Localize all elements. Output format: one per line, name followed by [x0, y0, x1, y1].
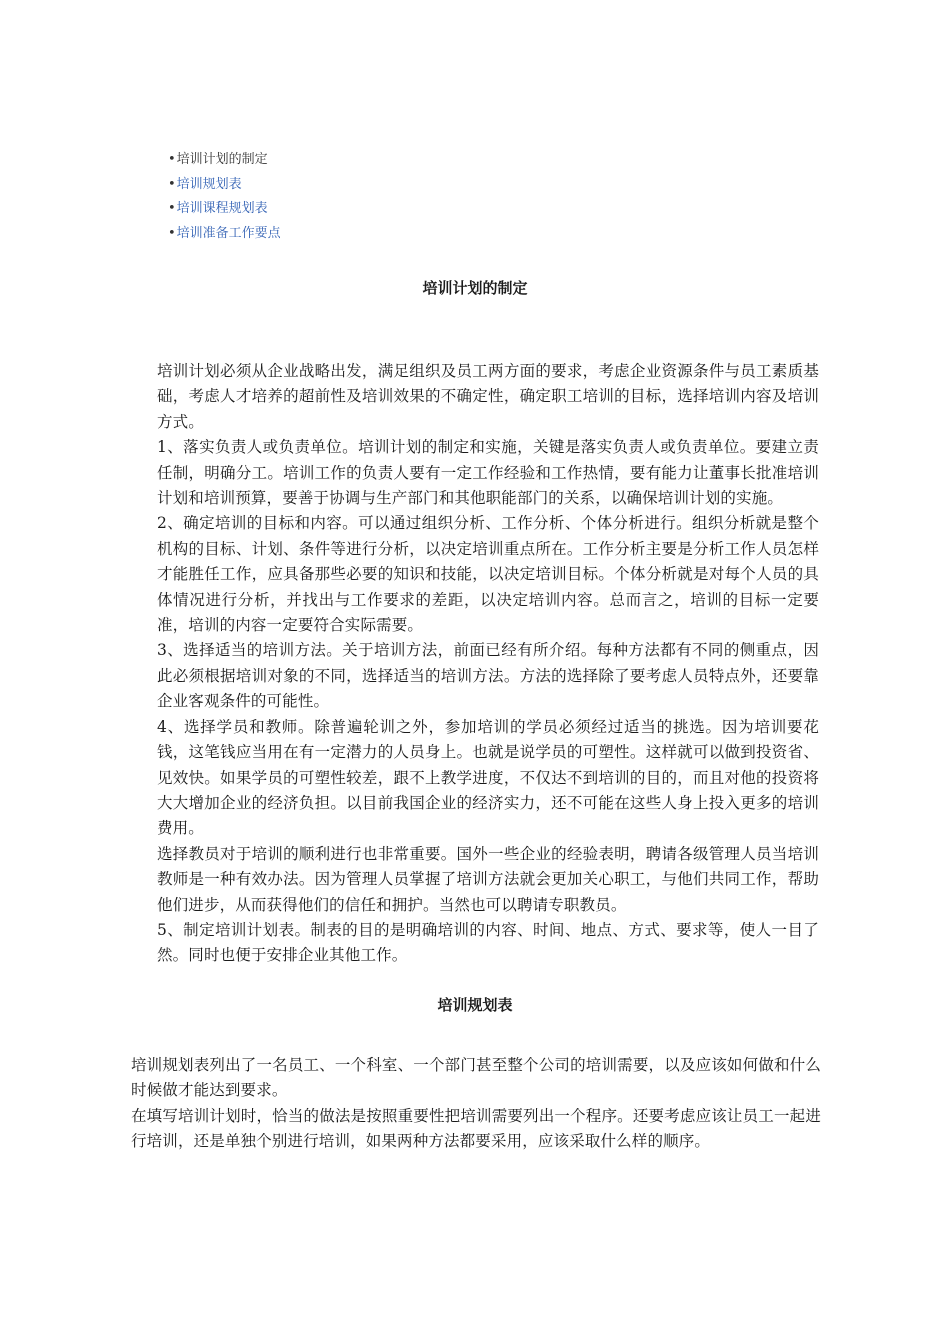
- paragraph-point-5: 5、制定培训计划表。制表的目的是明确培训的内容、时间、地点、方式、要求等，使人一目了然。同时也便于安排企业其他工作。: [157, 920, 819, 965]
- toc-item-course-table: [168, 197, 281, 222]
- section-title-plan-making: 培训计划的制定: [422, 279, 528, 297]
- bullet-icon: •: [168, 176, 176, 192]
- toc-item-label: 培训计划的制定: [176, 152, 268, 167]
- table-of-contents: [168, 148, 281, 246]
- paragraph-point-3: 3、选择适当的培训方法。关于培训方法，前面已经有所介绍。每种方法都有不同的侧重点，因此必须根据培训对象的不同，选择适当的培训方法。方法的选择除了要考虑人员特点外，还要靠企业客观条件的可能性。: [157, 641, 819, 711]
- bullet-icon: •: [168, 225, 176, 241]
- toc-link-preparation[interactable]: 培训准备工作要点: [176, 225, 281, 241]
- paragraph-point-2: 2、确定培训的目标和内容。可以通过组织分析、工作分析、个体分析进行。组织分析就是整个机构的目标、计划、条件等进行分析，以决定培训重点所在。工作分析主要是分析工作人员怎样才能胜任工作，应具备那些必要的知识和技能，以决定培训目标。个体分析就是对每个人员的具体情况进行分析，并找出与工作要求的差距，以决定培训内容。总而言之，培训的目标一定要准，培训的内容一定要符合实际需要。: [157, 514, 819, 635]
- paragraph-plan-table-order: 在填写培训计划时，恰当的做法是按照重要性把培训需要列出一个程序。还要考虑应该让员工一起进行培训，还是单独个别进行培训，如果两种方法都要采用，应该采取什么样的顺序。: [131, 1106, 821, 1151]
- toc-link-course-table[interactable]: 培训课程规划表: [176, 201, 268, 216]
- section-body-plan-table: [131, 1053, 821, 1155]
- toc-item-plan-table: [168, 173, 281, 198]
- paragraph-teachers: 选择教员对于培训的顺利进行也非常重要。国外一些企业的经验表明，聘请各级管理人员当培训教师是一种有效办法。因为管理人员掌握了培训方法就会更加关心职工，与他们共同工作，帮助他们进步，从而获得他们的信任和拥护。当然也可以聘请专职教员。: [157, 844, 819, 914]
- section-title-plan-table: 培训规划表: [437, 996, 513, 1014]
- paragraph-point-4: 4、选择学员和教师。除普遍轮训之外，参加培训的学员必须经过适当的挑选。因为培训要花钱，这笔钱应当用在有一定潜力的人员身上。也就是说学员的可塑性。这样就可以做到投资省、见效快。如果学员的可塑性较差，跟不上教学进度，不仅达不到培训的目的，而且对他的投资将大大增加企业的经济负担。以目前我国企业的经济实力，还不可能在这些人身上投入更多的培训费用。: [157, 717, 819, 838]
- paragraph-intro: 培训计划必须从企业战略出发，满足组织及员工两方面的要求，考虑企业资源条件与员工素质基础，考虑人才培养的超前性及培训效果的不确定性，确定职工培训的目标，选择培训内容及培训方式。: [157, 362, 819, 431]
- toc-item-preparation: [168, 222, 281, 247]
- toc-item-plan-making: [168, 148, 281, 173]
- paragraph-point-1: 1、落实负责人或负责单位。培训计划的制定和实施，关键是落实负责人或负责单位。要建立责任制，明确分工。培训工作的负责人要有一定工作经验和工作热情，要有能力让董事长批准培训计划和培训预算，要善于协调与生产部门和其他职能部门的关系，以确保培训计划的实施。: [157, 438, 819, 508]
- toc-link-plan-table[interactable]: 培训规划表: [176, 176, 242, 192]
- paragraph-plan-table-intro: 培训规划表列出了一名员工、一个科室、一个部门甚至整个公司的培训需要，以及应该如何做和什么时候做才能达到要求。: [131, 1056, 821, 1100]
- section-body-plan-making: [157, 359, 819, 969]
- bullet-icon: •: [168, 201, 176, 216]
- bullet-icon: •: [168, 152, 176, 167]
